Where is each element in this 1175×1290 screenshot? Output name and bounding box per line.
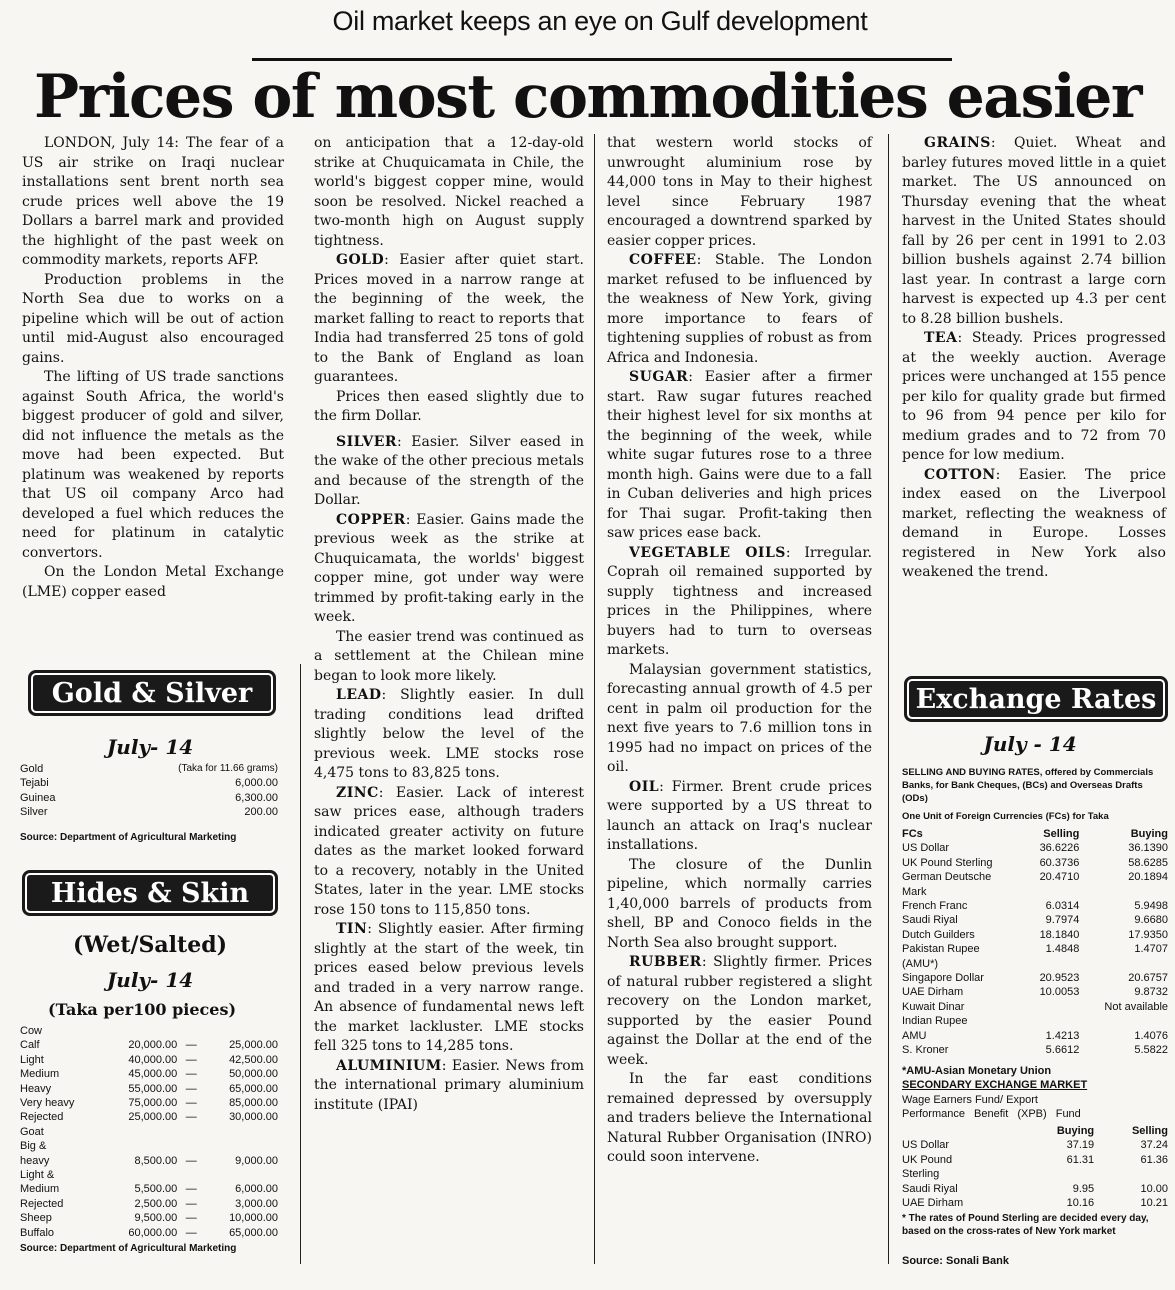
price-low: 9,500.00 bbox=[134, 1212, 178, 1225]
price-low bbox=[103, 1168, 180, 1182]
range-dash bbox=[179, 1125, 203, 1139]
section-heading: COTTON bbox=[924, 466, 996, 483]
price-high: 50,000.00 bbox=[229, 1068, 278, 1081]
article-column-4 bbox=[902, 134, 1166, 583]
table-row bbox=[900, 1029, 1170, 1043]
selling-rate bbox=[1024, 885, 1081, 899]
article-column-3 bbox=[607, 134, 872, 1168]
table-row bbox=[900, 1000, 1170, 1014]
section-heading: ALUMINIUM bbox=[336, 1057, 442, 1074]
price-low bbox=[103, 1024, 180, 1038]
buying-rate: 9.6680 bbox=[1134, 914, 1168, 927]
range-dash: — bbox=[185, 1154, 197, 1167]
table-row bbox=[18, 762, 280, 776]
selling-rate: 61.36 bbox=[1140, 1153, 1168, 1166]
grade-name: Sheep bbox=[20, 1212, 52, 1225]
price-high: 10,000.00 bbox=[229, 1212, 278, 1225]
paragraph-sugar: SUGAR: Easier after a firmer start. Raw sugar futures reached their highest level for six months at the beginning of the week, while white sugar futures rose to a three month high. Gains were due to a fall in Cuban deliveries and high prices for Thai sugar. Profit-taking then saw prices ease back. bbox=[607, 369, 872, 541]
selling-rate: 5.6612 bbox=[1045, 1044, 1080, 1057]
table-row bbox=[18, 1125, 280, 1139]
paragraph: Prices then eased slightly due to the firm Dollar. bbox=[314, 388, 584, 424]
paragraph-tin: TIN: Slightly easier. After firming slightly at the start of the week, tin prices eased below previous levels and traded in a very narrow range. An absence of fundamental news left the market lackluster. LME stocks fell 325 tons to 14,285 tons. bbox=[314, 921, 584, 1054]
section-heading: ZINC bbox=[336, 784, 379, 801]
exchange-rates-title: Exchange Rates bbox=[904, 676, 1168, 722]
price-low: 75,000.00 bbox=[128, 1097, 178, 1110]
price-low bbox=[103, 1125, 180, 1139]
currency-name: Saudi Riyal bbox=[902, 1182, 958, 1195]
section-heading: COFFEE bbox=[629, 252, 697, 268]
table-row bbox=[900, 1043, 1170, 1057]
currency-name: Singapore Dollar bbox=[902, 972, 984, 985]
amu-note: *AMU-Asian Monetary Union bbox=[902, 1065, 1052, 1077]
table-row bbox=[900, 870, 1170, 884]
hides-skin-date: July- 14 bbox=[106, 968, 194, 992]
price-low: 25,000.00 bbox=[128, 1111, 178, 1124]
price-low: 20,000.00 bbox=[128, 1039, 178, 1052]
section-heading: TIN bbox=[336, 921, 368, 937]
table-row bbox=[900, 1182, 1170, 1196]
price-high: 85,000.00 bbox=[229, 1097, 278, 1110]
grade-name: Very heavy bbox=[20, 1097, 75, 1110]
grade-name: Calf bbox=[20, 1039, 40, 1052]
currency-name: Mark bbox=[902, 885, 927, 898]
paragraph-silver: SILVER: Easier. Silver eased in the wake of the other precious metals and because of the strength of the Dollar. bbox=[314, 433, 584, 508]
price-high bbox=[203, 1024, 280, 1038]
paragraph-aluminium: ALUMINIUM: Easier. News from the international primary aluminium institute (IPAI) bbox=[314, 1057, 584, 1113]
empty-cell bbox=[900, 1124, 1020, 1138]
selling-rate: 20.9523 bbox=[1039, 972, 1080, 985]
range-dash: — bbox=[185, 1097, 197, 1110]
grade-name: Medium bbox=[20, 1068, 60, 1081]
table-row bbox=[18, 1110, 280, 1124]
secondary-market-title: SECONDARY EXCHANGE MARKET bbox=[902, 1079, 1088, 1091]
column-rule bbox=[300, 664, 301, 1264]
buying-rate: Not available bbox=[1104, 1000, 1168, 1013]
secondary-market-table bbox=[900, 1124, 1170, 1210]
range-dash bbox=[179, 1139, 203, 1153]
grade-name: Buffalo bbox=[20, 1226, 55, 1239]
price-high: 9,000.00 bbox=[235, 1154, 278, 1167]
column-header: FCs bbox=[902, 828, 923, 840]
price-high bbox=[203, 1139, 280, 1153]
buying-rate: 9.95 bbox=[1072, 1182, 1095, 1195]
grade-name: Light bbox=[20, 1053, 44, 1066]
grade-name: Goat bbox=[20, 1125, 44, 1138]
paragraph: LONDON, July 14: The fear of a US air strike on Iraqi nuclear installations sent brent north sea crude prices well above the 19 Dollars a barrel mark and provided the highlight of the past week on commodity markets, reports AFP. bbox=[22, 135, 284, 268]
buying-rate: 20.6757 bbox=[1128, 972, 1168, 985]
currency-name: UAE Dirham bbox=[902, 1197, 964, 1210]
exchange-rates-source: Source: Sonali Bank bbox=[902, 1255, 1009, 1267]
buying-rate: 5.5822 bbox=[1134, 1044, 1168, 1057]
table-row bbox=[900, 985, 1170, 999]
paragraph: on anticipation that a 12-day-old strike at Chuquicamata in Chile, the world's biggest copper mine, would soon be resolved. Nickel reached a two-month high on August supply tightness. bbox=[314, 135, 584, 249]
price-high bbox=[203, 1168, 280, 1182]
buying-rate: 10.16 bbox=[1066, 1197, 1095, 1210]
grade-name: Cow bbox=[20, 1025, 43, 1037]
table-row bbox=[18, 1067, 280, 1081]
buying-rate: 61.31 bbox=[1066, 1153, 1095, 1166]
section-heading: VEGETABLE OILS bbox=[629, 544, 786, 561]
table-row bbox=[900, 1196, 1170, 1210]
price-low: 8,500.00 bbox=[134, 1154, 178, 1167]
exchange-rates-intro: SELLING AND BUYING RATES, offered by Commercials Banks, for Bank Cheques, (BCs) and Overseas Drafts (ODs) bbox=[902, 767, 1154, 804]
hides-skin-table bbox=[18, 1024, 280, 1240]
table-row bbox=[18, 1082, 280, 1096]
selling-rate: 9.7974 bbox=[1045, 914, 1080, 927]
section-heading: SUGAR bbox=[629, 369, 689, 385]
kicker-rule bbox=[252, 58, 952, 61]
paragraph: The easier trend was continued as a settlement at the Chilean mine began to look more likely. bbox=[314, 628, 584, 684]
secondary-intro-1: Wage Earners Fund/ Export bbox=[902, 1094, 1038, 1106]
table-row bbox=[900, 841, 1170, 855]
currency-name: US Dollar bbox=[902, 842, 950, 855]
selling-rate bbox=[1024, 1000, 1081, 1014]
currency-name: Kuwait Dinar bbox=[902, 1000, 965, 1013]
paragraph: Malaysian government statistics, forecasting annual growth of 4.5 per cent in palm oil production for the next five years to 7.6 million tons in 1995 had no impact on prices of the oil. bbox=[607, 661, 872, 775]
range-dash: — bbox=[185, 1068, 197, 1081]
table-row bbox=[18, 1096, 280, 1110]
section-heading: OIL bbox=[629, 778, 660, 795]
main-headline: Prices of most commodities easier bbox=[33, 62, 1142, 132]
paragraph-gold: GOLD: Easier after quiet start. Prices moved in a narrow range at the beginning of the week, the market falling to react to reports that India had transferred 25 tons of gold to the Bank of England as loan guarantees. bbox=[314, 252, 584, 385]
buying-rate: 37.19 bbox=[1066, 1139, 1095, 1152]
range-dash: — bbox=[185, 1197, 197, 1210]
selling-rate bbox=[1024, 1014, 1081, 1028]
grade-name: Medium bbox=[20, 1183, 60, 1196]
paragraph-cotton: COTTON: Easier. The price index eased on the Liverpool market, reflecting the weakness of demand in Europe. Losses registered in New York also weakened the trend. bbox=[902, 466, 1166, 580]
commodity-name: Gold bbox=[20, 763, 44, 775]
range-dash: — bbox=[185, 1082, 197, 1095]
table-row bbox=[900, 1153, 1170, 1167]
exchange-rates-date: July - 14 bbox=[983, 732, 1077, 756]
column-header: Buying bbox=[1056, 1125, 1095, 1137]
buying-rate: 9.8732 bbox=[1134, 986, 1168, 999]
article-column-1 bbox=[22, 134, 284, 602]
pound-sterling-note: * The rates of Pound Sterling are decided every day, based on the cross-rates of New York market bbox=[902, 1213, 1149, 1237]
selling-rate: 10.00 bbox=[1140, 1182, 1168, 1195]
table-row bbox=[18, 1024, 280, 1038]
price-low: 55,000.00 bbox=[128, 1082, 178, 1095]
table-row bbox=[900, 1138, 1170, 1152]
paragraph-copper: COPPER: Easier. Gains made the previous week as the strike at Chuquicamata, the worlds' biggest copper mine, got under way were trimmed by profit-taking early in the week. bbox=[314, 511, 584, 625]
table-row bbox=[900, 899, 1170, 913]
table-row bbox=[18, 1226, 280, 1240]
currency-name: S. Kroner bbox=[902, 1044, 949, 1057]
table-row bbox=[900, 971, 1170, 985]
range-dash bbox=[179, 1168, 203, 1182]
price-low: 5,500.00 bbox=[134, 1183, 178, 1196]
column-rule bbox=[594, 134, 595, 1264]
price-low: 2,500.00 bbox=[134, 1197, 178, 1210]
hides-skin-subtitle: (Wet/Salted) bbox=[73, 932, 227, 958]
currency-name: UAE Dirham bbox=[902, 986, 964, 999]
buying-rate bbox=[1081, 885, 1170, 899]
selling-rate: 1.4213 bbox=[1045, 1029, 1080, 1042]
price-high: 65,000.00 bbox=[229, 1082, 278, 1095]
range-dash: — bbox=[185, 1183, 197, 1196]
grade-name: heavy bbox=[20, 1154, 50, 1167]
price-low: 45,000.00 bbox=[128, 1068, 178, 1081]
exchange-rates-unit: One Unit of Foreign Currencies (FCs) for Taka bbox=[902, 811, 1109, 822]
buying-rate bbox=[1081, 1014, 1170, 1028]
price-low: 60,000.00 bbox=[128, 1226, 178, 1239]
paragraph: that western world stocks of unwrought aluminium rose by 44,000 tons in May to their highest level since February 1987 encouraged a downtrend sparked by easier copper prices. bbox=[607, 135, 872, 249]
table-row bbox=[900, 1167, 1170, 1181]
hides-skin-title: Hides & Skin bbox=[22, 870, 278, 916]
paragraph-lead: LEAD: Slightly easier. In dull trading conditions lead drifted slightly below the level of the previous week. LME stocks rose 4,475 tons to 83,825 tons. bbox=[314, 687, 584, 781]
commodity-name: Silver bbox=[20, 806, 48, 819]
table-row bbox=[18, 1211, 280, 1225]
currency-name: German Deutsche bbox=[902, 871, 992, 884]
currency-name: US Dollar bbox=[902, 1139, 950, 1152]
buying-rate: 20.1894 bbox=[1128, 871, 1168, 884]
section-heading: RUBBER bbox=[629, 954, 702, 970]
selling-rate: 20.4710 bbox=[1039, 871, 1080, 884]
price-low bbox=[103, 1139, 180, 1153]
price-high: 30,000.00 bbox=[229, 1111, 278, 1124]
table-row bbox=[18, 1168, 280, 1182]
currency-name: Indian Rupee bbox=[902, 1015, 968, 1028]
commodity-name: Tejabi bbox=[20, 777, 49, 790]
price-high: 65,000.00 bbox=[229, 1226, 278, 1239]
grade-name: Rejected bbox=[20, 1111, 64, 1124]
paragraph: Production problems in the North Sea due to works on a pipeline which will be out of action until mid-August also encouraged gains. bbox=[22, 271, 284, 366]
gold-silver-table bbox=[18, 762, 280, 820]
buying-rate: 36.1390 bbox=[1128, 842, 1168, 855]
selling-rate: 10.21 bbox=[1140, 1197, 1168, 1210]
currency-name: (AMU*) bbox=[902, 957, 939, 970]
buying-rate bbox=[1020, 1167, 1096, 1181]
table-row bbox=[900, 928, 1170, 942]
column-rule bbox=[888, 134, 889, 1264]
table-row bbox=[18, 1182, 280, 1196]
table-row bbox=[900, 856, 1170, 870]
currency-name: UK Pound bbox=[902, 1153, 953, 1166]
range-dash: — bbox=[185, 1111, 197, 1124]
section-heading: LEAD bbox=[336, 687, 382, 703]
section-heading: TEA bbox=[924, 330, 958, 346]
buying-rate: 1.4076 bbox=[1134, 1029, 1168, 1042]
grade-name: Heavy bbox=[20, 1082, 52, 1095]
table-row bbox=[18, 776, 280, 790]
paragraph-oil: OIL: Firmer. Brent crude prices were supported by a US threat to launch an attack on Iraq's nuclear installations. bbox=[607, 778, 872, 853]
unit-note: (Taka for 11.66 grams) bbox=[178, 763, 278, 774]
range-dash: — bbox=[185, 1226, 197, 1239]
gold-silver-date: July- 14 bbox=[106, 735, 194, 759]
table-row bbox=[900, 885, 1170, 899]
table-row bbox=[900, 913, 1170, 927]
grade-name: Light & bbox=[20, 1169, 55, 1182]
range-dash bbox=[179, 1024, 203, 1038]
paragraph-rubber: RUBBER: Slightly firmer. Prices of natural rubber registered a slight recovery on the London market, supported by the easier Pound against the Dollar at the end of the week. bbox=[607, 954, 872, 1068]
table-row bbox=[18, 1197, 280, 1211]
currency-name: UK Pound Sterling bbox=[902, 856, 993, 869]
secondary-intro-2: Performance Benefit (XPB) Fund bbox=[902, 1108, 1081, 1120]
selling-rate bbox=[1096, 1167, 1170, 1181]
currency-name: Sterling bbox=[902, 1168, 940, 1181]
buying-rate: 17.9350 bbox=[1128, 928, 1168, 941]
currency-name: Saudi Riyal bbox=[902, 914, 958, 927]
section-heading: GRAINS bbox=[924, 135, 991, 151]
table-row bbox=[18, 1053, 280, 1067]
article-column-2 bbox=[314, 134, 584, 1115]
exchange-rates-table bbox=[900, 827, 1170, 1058]
buying-rate: 58.6285 bbox=[1128, 856, 1168, 869]
currency-name: Dutch Guilders bbox=[902, 928, 975, 941]
price-high: 42,500.00 bbox=[229, 1053, 278, 1066]
price-high bbox=[203, 1125, 280, 1139]
price-low: 40,000.00 bbox=[128, 1053, 178, 1066]
column-header: Selling bbox=[1043, 828, 1080, 840]
price-high: 25,000.00 bbox=[229, 1039, 278, 1052]
currency-name: French Franc bbox=[902, 900, 968, 913]
selling-rate: 10.0053 bbox=[1039, 986, 1080, 999]
range-dash: — bbox=[185, 1053, 197, 1066]
column-header: Buying bbox=[1130, 828, 1168, 840]
buying-rate: 1.4707 bbox=[1134, 943, 1168, 956]
table-row bbox=[18, 805, 280, 819]
paragraph: The lifting of US trade sanctions against South Africa, the world's biggest producer of gold and silver, did not influence the metals as the move had been expected. But platinum was weakened by reports that US oil company Arco had developed a fuel which reduces the need for platinum in catalytic convertors. bbox=[22, 369, 284, 561]
selling-rate: 37.24 bbox=[1140, 1139, 1168, 1152]
gold-silver-title: Gold & Silver bbox=[28, 670, 276, 716]
selling-rate bbox=[1024, 957, 1081, 971]
kicker-headline: Oil market keeps an eye on Gulf development bbox=[332, 6, 868, 36]
commodity-name: Guinea bbox=[20, 791, 56, 804]
selling-rate: 60.3736 bbox=[1039, 856, 1080, 869]
table-row bbox=[18, 1154, 280, 1168]
range-dash: — bbox=[185, 1039, 197, 1052]
table-header-row bbox=[900, 1124, 1170, 1138]
section-heading: GOLD bbox=[336, 252, 385, 268]
hides-skin-source: Source: Department of Agricultural Marketing bbox=[20, 1243, 237, 1254]
gold-silver-source: Source: Department of Agricultural Marketing bbox=[20, 832, 237, 843]
price-value: 200.00 bbox=[244, 806, 278, 819]
table-header-row bbox=[900, 827, 1170, 841]
paragraph-zinc: ZINC: Easier. Lack of interest saw prices ease, although traders indicated greater activity on future dates as the market looked forward to a recovery, notably in the United States, later in the year. LME stocks rose 150 tons to 115,850 tons. bbox=[314, 784, 584, 918]
table-row bbox=[18, 1139, 280, 1153]
paragraph-coffee: COFFEE: Stable. The London market refused to be influenced by the weakness of New York, giving more importance to fears of tightening supplies of robust as from Africa and Indonesia. bbox=[607, 252, 872, 366]
paragraph-tea: TEA: Steady. Prices progressed at the weekly auction. Average prices were unchanged at 155 pence per kilo for quality grade but firmed to 96 from 94 pence per kilo for medium grades and to 72 from 70 pence for low medium. bbox=[902, 330, 1166, 463]
buying-rate bbox=[1081, 957, 1170, 971]
paragraph-vegetable-oils: VEGETABLE OILS: Irregular. Coprah oil remained supported by supply tightness and increased prices in the Philippines, where buyers had to turn to overseas markets. bbox=[607, 544, 872, 658]
selling-rate: 18.1840 bbox=[1039, 928, 1080, 941]
price-value: 6,300.00 bbox=[235, 791, 278, 804]
price-high: 6,000.00 bbox=[235, 1183, 278, 1196]
price-value: 6,000.00 bbox=[235, 777, 278, 790]
section-heading: SILVER bbox=[336, 433, 398, 450]
selling-rate: 1.4848 bbox=[1045, 943, 1080, 956]
paragraph: The closure of the Dunlin pipeline, which normally carries 1,40,000 barrels of products from shell, BP and Conoco fields in the North Sea also brought support. bbox=[607, 856, 872, 951]
table-row bbox=[900, 1014, 1170, 1028]
grade-name: Big & bbox=[20, 1140, 47, 1153]
buying-rate: 5.9498 bbox=[1134, 900, 1168, 913]
price-high: 3,000.00 bbox=[235, 1197, 278, 1210]
range-dash: — bbox=[185, 1212, 197, 1225]
table-row bbox=[18, 1038, 280, 1052]
grade-name: Rejected bbox=[20, 1197, 64, 1210]
column-header: Selling bbox=[1131, 1125, 1168, 1137]
selling-rate: 6.0314 bbox=[1045, 900, 1080, 913]
paragraph: On the London Metal Exchange (LME) copper eased bbox=[22, 564, 284, 600]
paragraph: In the far east conditions remained depressed by oversupply and traders believe the International Natural Rubber Organisation (INRO) could soon intervene. bbox=[607, 1071, 872, 1165]
table-row bbox=[900, 957, 1170, 971]
table-row bbox=[900, 942, 1170, 956]
section-heading: COPPER bbox=[336, 511, 406, 528]
table-row bbox=[18, 791, 280, 805]
currency-name: Pakistan Rupee bbox=[902, 943, 980, 956]
hides-skin-unit: (Taka per100 pieces) bbox=[48, 1000, 237, 1019]
paragraph-grains: GRAINS: Quiet. Wheat and barley futures moved little in a quiet market. The US announced on Thursday evening that the wheat harvest in the United States should fall by 26 per cent in 1991 to 2.03 billion bushels against 2.74 billion last year. In contrast a large corn harvest is expected up 4.3 per cent to 8.28 billion bushels. bbox=[902, 135, 1166, 327]
currency-name: AMU bbox=[902, 1029, 927, 1042]
selling-rate: 36.6226 bbox=[1039, 842, 1080, 855]
